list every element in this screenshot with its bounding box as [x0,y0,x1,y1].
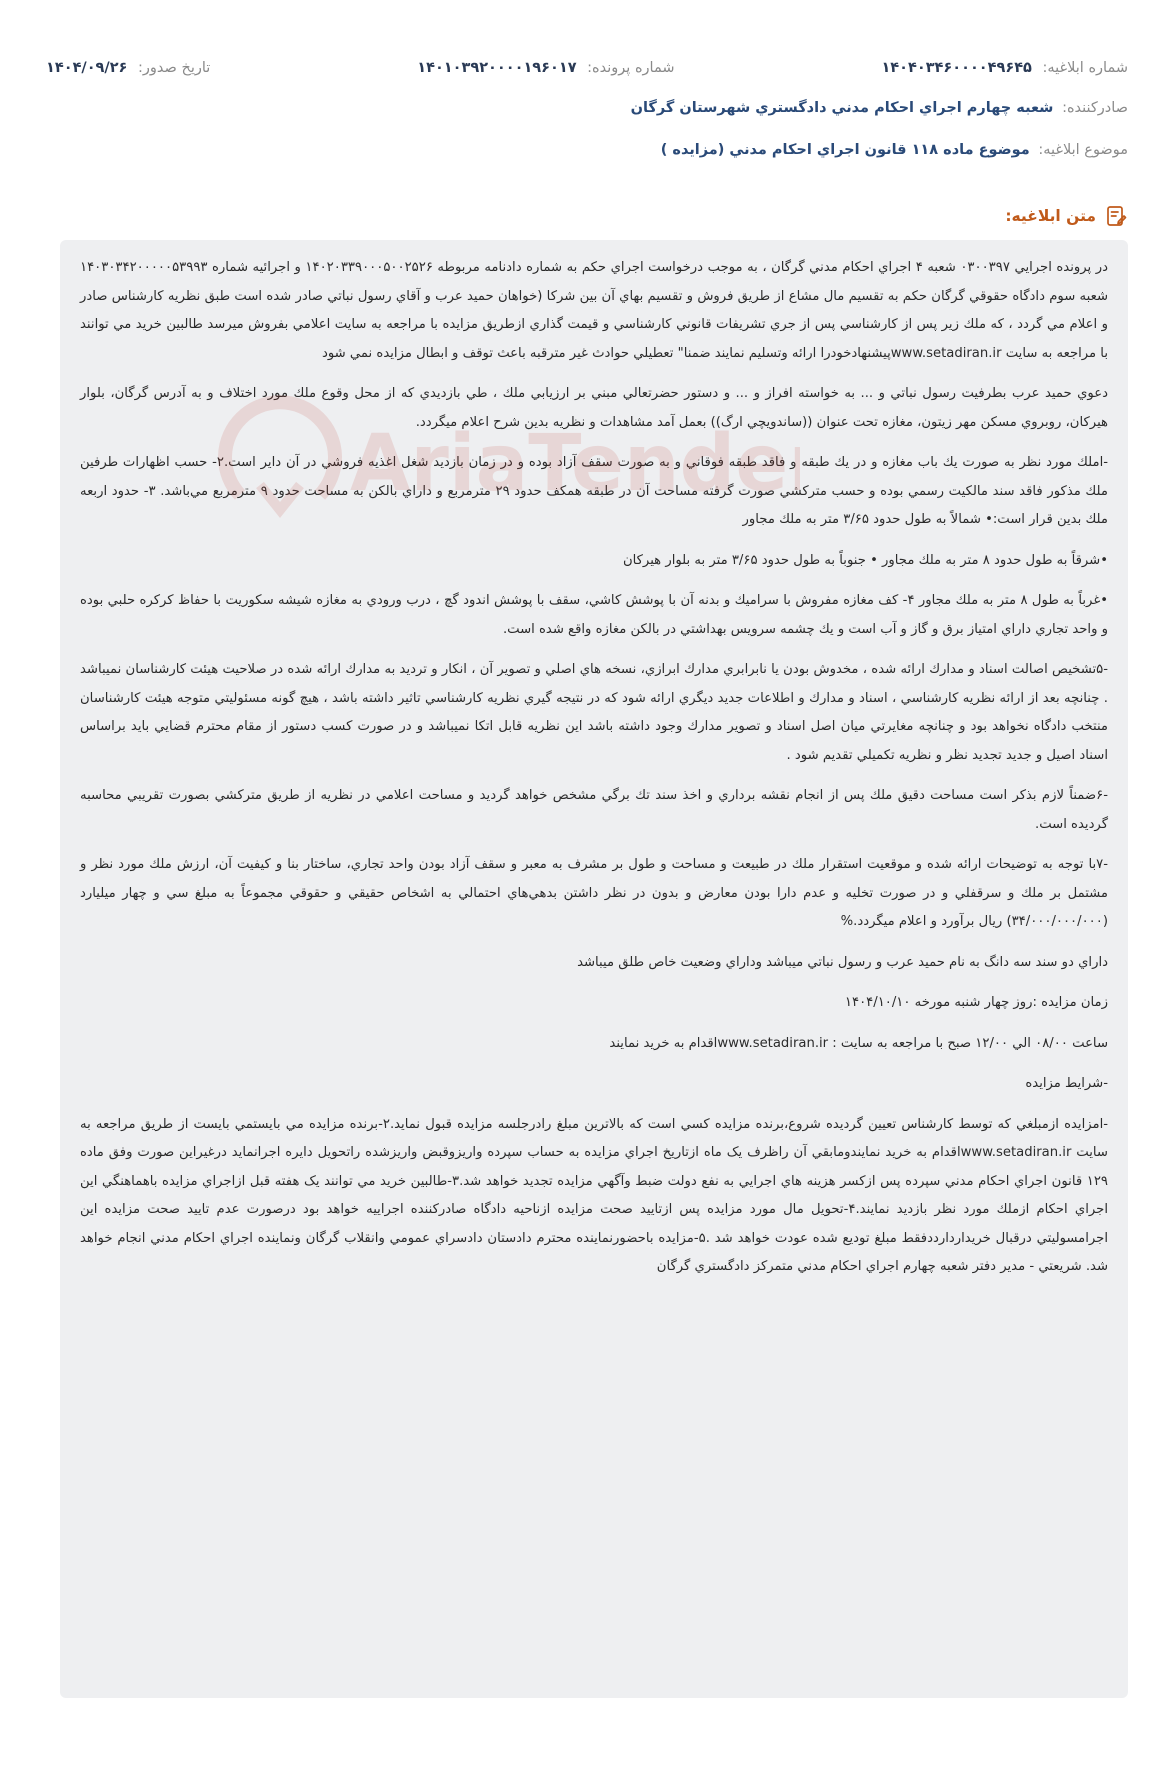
paragraph-10: زمان مزايده :روز چهار شنبه مورخه ۱۴۰۴/۱۰/۱۰ [844,995,1108,1010]
paragraph-4: •شرقاً به طول حدود ۸ متر به ملك مجاور • جنوباً به طول حدود ۳/۶۵ متر به بلوار هيركان [622,552,1108,568]
paragraph-6: -۵تشخيص اصالت اسناد و مدارك ارائه شده ، مخدوش بودن يا نابرابري مدارك ابرازي، نسخه هاي اصلي و تصوير آن ، انكار و ترديد به مدارك ارائه شده در صلاحيت هيئت كارشناسان نميباشد . چنانچه بعد از ارائه نظريه كارشناسي ، اسناد و مدارك و اطلاعات جديد ديگري ارائه شود كه در نتيجه گيري نظريه كارشناسي تاثير داشته باشد ، هيچ گونه مسئوليتي متوجه هيئت كارشناسان منتخب دادگاه نخواهد بود و چنانچه مغايرتي ميان اصل اسناد و تصوير مدارك وجود داشته باشد اين نظريه قابل اتكا نميباشد و در صورت كسب دستور از مقام محترم قضايي بايد براساس اسناد اصيل و جديد تجديد نظر و نظريه تكميلي تقديم شود . [80,662,1108,763]
paragraph-5: •غرباً به طول ۸ متر به ملك مجاور ۴- كف مغازه مفروش با سراميك و بدنه آن با پوشش كاشي، سقف با پوشش اندود گچ ، درب ورودي به مغازه شيشه سكوريت با حفاظ كركره حلبي بوده و واحد تجاري داراي امتياز برق و گاز و آب است و يك چشمه سرويس بهداشتي در بالكن مغازه واقع شده است. [80,593,1108,637]
notice-text-box [60,240,1128,1698]
issue-date-label: تاريخ صدور: [138,60,211,76]
paragraph-9: داراي دو سند سه دانگ به نام حميد عرب و رسول نباتي ميباشد وداراي وضعيت خاص طلق ميباشد [577,954,1108,970]
paragraph-3: -املك مورد نظر به صورت يك باب مغازه و در يك طبقه و فاقد طبقه فوقاني و به صورت سقف آزاد بوده و در زمان بازديد شغل اغذيه فروشي در آن داير است.۲- حسب اظهارات طرفين ملك مذكور فاقد سند مالكيت رسمي بوده و حسب متركشي صورت گرفته مساحت آن در طبقه همكف حدود ۲۹ مترمربع و داراي بالكن به مساحت حدود ۹ مترمربع مي‌باشد. ۳- حدود اربعه ملك بدين قرار است:• شمالاً به طول حدود ۳/۶۵ متر به ملك مجاور [80,455,1108,527]
paragraph-1: در پرونده اجرايي ۰۳۰۰۳۹۷ شعبه ۴ اجراي احكام مدني گرگان ، به موجب درخواست اجراي حكم به شماره دادنامه مربوطه ۱۴۰۲۰۳۳۹۰۰۰۵۰۰۲۵۲۶ و اجرائيه شماره ۱۴۰۳۰۳۴۲۰۰۰۰۰۵۳۹۹۳ شعبه سوم دادگاه حقوقي گرگان حكم به تقسيم مال مشاع از طريق فروش و تقسيم بهاي آن بين شركا (خواهان حميد عرب و آقاي رسول نباتي صادر شده است طبق نظريه كارشناس صادر و اعلام مي گردد ، كه ملك زير پس از كارشناسي پس از جري تشريفات قانوني كارشناسي و قيمت گذاري ازطريق مزايده با مراجعه به سايت اعلامي بفروش ميرسد طالبين خريد مي توانند با مراجعه به سايت www.setadiran.irپيشنهادخودرا ارائه وتسليم نمايند ضمنا" تعطيلي حوادث غير مترقبه باعث توقف و ابطال مزايده نمي شود [80,260,1108,361]
paragraph-11: ساعت ۰۸/۰۰ الي ۱۲/۰۰ صبح با مراجعه به سايت : www.setadiran.irاقدام به خريد نمايند [609,1035,1108,1051]
issuer-line [46,100,1128,124]
issuer-label: صادركننده: [1062,100,1128,116]
case-number-value: ۱۴۰۱۰۳۹۲۰۰۰۰۱۹۶۰۱۷ [417,60,577,76]
notice-text-title [1005,202,1128,230]
document-edit-icon [1104,204,1128,228]
subject-label: موضوع ابلاغيه: [1038,142,1128,158]
paragraph-12: -شرايط مزايده [1025,1076,1108,1091]
paragraph-7: -۶ضمناً لازم بذكر است مساحت دقيق ملك پس از انجام نقشه برداري و اخذ سند تك برگي مشخص خواهد گرديد و مساحت اعلامي در نظريه از طريق متركشي بصورت تقريبي محاسبه گرديده است. [80,788,1108,832]
notice-number [881,60,1128,76]
issuer-value: شعبه چهارم اجراي احكام مدني دادگستري شهرستان گرگان [630,100,1054,116]
meta-row [46,56,1128,80]
notice-number-label: شماره ابلاغيه: [1042,60,1128,76]
subject-line [46,142,1128,166]
subject-value: موضوع ماده ۱۱۸ قانون اجراي احكام مدني (مزايده ) [660,142,1030,158]
paragraph-2: دعوي حميد عرب بطرفيت رسول نباتي و ... به خواسته افراز و ... و دستور حضرتعالي مبني بر ارزيابي ملك ، طي بازديدي كه از محل وقوع ملك مورد اختلاف و به آدرس گرگان، بلوار هيركان، روبروي مسكن مهر زيتون، مغازه تحت عنوان ((ساندويچي ارگ)) بعمل آمد مشاهدات و نظريه بدين شرح اعلام ميگردد. [80,386,1108,430]
notice-number-value: ۱۴۰۴۰۳۴۶۰۰۰۰۴۹۶۴۵ [881,60,1032,76]
case-number [417,60,674,76]
paragraph-8: -۷با توجه به توضيحات ارائه شده و موقعيت استقرار ملك در طبيعت و مساحت و طول بر مشرف به معبر و سقف آزاد بودن واحد تجاري، ساختار بنا و كيفيت آن، ارزش ملك مورد نظر و مشتمل بر ملك و سرقفلي و در صورت تخليه و عدم دارا بودن معارض و بدون در نظر داشتن بدهي‌هاي احتمالي به اشخاص حقيقي و حقوقي مجموعاً به مبلغ سي و چهار ميليارد (۳۴/۰۰۰/۰۰۰/۰۰۰) ريال برآورد و اعلام ميگردد.% [80,857,1108,929]
notice-text-title-label: متن ابلاغيه: [1005,207,1096,225]
case-number-label: شماره پرونده: [587,60,675,76]
issue-date [46,60,210,76]
paragraph-13: -امزايده ازمبلغي كه توسط كارشناس تعيين گرديده شروع،برنده مزايده كسي است كه بالاترين مبلغ رادرجلسه مزايده قبول نمايد.۲-برنده مزايده مي بايستمي بايست از طريق مراجعه به سايت www.setadiran.irاقدام به خريد نمايندومابقي آن راظرف يک ماه ازتاريخ اجراي مزايده به حساب سپرده واريزوقبض واريزشده راتحويل دايره اجرانمايد درغيراين صورت وفق ماده ۱۲۹ قانون اجراي احكام مدني سپرده پس ازكسر هزينه هاي اجرايي به نفع دولت ضبط وآگهي مزايده تجديد خواهد شد.۳-طالبين خريد مي توانند يک هفته قبل ازاجراي مزايده باهماهنگي اين اجراي احكام ازملك مورد نظر بازديد نمايند.۴-تحويل مال مورد مزايده پس ازتاييد صحت مزايده ازناحيه دادگاه صادركننده اجراييه خواهد بود درصورت عدم تاييد صحت مزايده اين اجرامسوليتي درقبال خريداردارددفقط مبلغ توديع شده عودت خواهد شد .۵-مزايده باحضورنماينده محترم دادستان دادسراي عمومي وانقلاب گرگان ونماينده اجراي احكام مدني انجام خواهد شد. شريعتي - مدير دفتر شعبه چهارم اجراي احكام مدني متمركز دادگستري گرگان [80,1116,1108,1274]
issue-date-value: ۱۴۰۴/۰۹/۲۶ [46,60,128,76]
